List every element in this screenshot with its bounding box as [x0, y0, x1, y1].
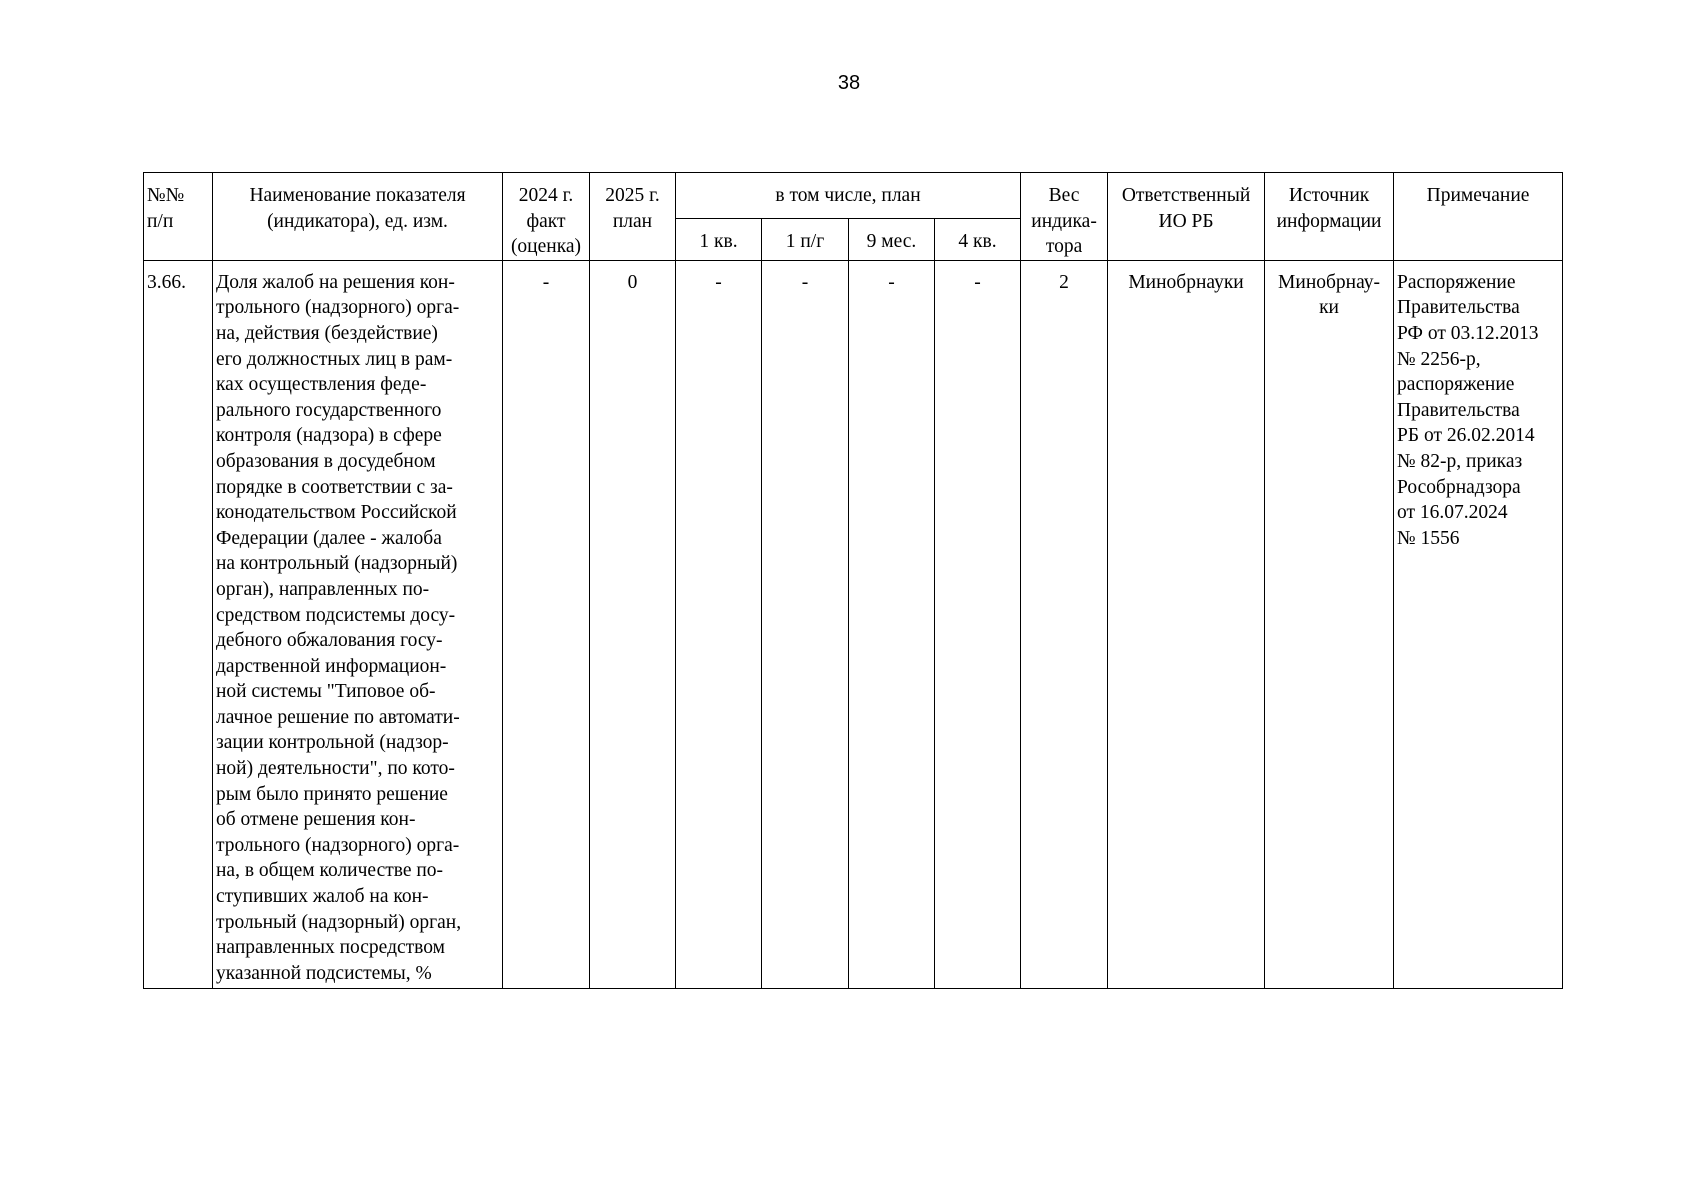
cell-2024: -: [503, 260, 590, 989]
cell-name: Доля жалоб на решения кон- трольного (надзорного) орга- на, действия (бездействие) его должностных лиц в рам- ках осуществления феде- рального государственного контроля (надзора) в сфере образования в досудебном порядке в соответствии с за- конодательством Российской Федерации (далее - жалоба на контрольный (надзорный) орган), направленных по- средством подсистемы досу- дебного обжалования госу- дарственной информацион- ной системы "Типовое об- лачное решение по автомати- зации контрольной (надзор- ной) деятельности", по кото- рым было принято решение об отмене решения кон- трольного (надзорного) орга- на, в общем количестве по- ступивших жалоб на кон- трольный (надзорный) орган, направленных посредством указанной подсистемы, %: [213, 260, 503, 989]
header-q1: 1 кв.: [676, 219, 762, 261]
cell-num: 3.66.: [144, 260, 213, 989]
table-row: [144, 260, 1563, 989]
cell-weight: 2: [1021, 260, 1108, 989]
header-q4: 4 кв.: [935, 219, 1021, 261]
header-source: Источник информации: [1265, 173, 1394, 261]
cell-q1: -: [676, 260, 762, 989]
cell-9m: -: [849, 260, 935, 989]
header-name: Наименование показателя (индикатора), ед. изм.: [213, 173, 503, 261]
header-weight: Вес индика- тора: [1021, 173, 1108, 261]
header-num: №№ п/п: [144, 173, 213, 261]
header-responsible: Ответственный ИО РБ: [1108, 173, 1265, 261]
page-number: 38: [837, 72, 861, 94]
cell-q4: -: [935, 260, 1021, 989]
header-h1: 1 п/г: [762, 219, 849, 261]
header-note: Примечание: [1394, 173, 1563, 261]
header-plan-group: в том числе, план: [676, 173, 1021, 219]
header-row: [144, 173, 1563, 219]
header-9m: 9 мес.: [849, 219, 935, 261]
indicators-table: [143, 172, 1563, 989]
header-2025: 2025 г. план: [590, 173, 676, 261]
cell-2025: 0: [590, 260, 676, 989]
header-2024: 2024 г. факт (оценка): [503, 173, 590, 261]
cell-h1: -: [762, 260, 849, 989]
cell-responsible: Минобрнауки: [1108, 260, 1265, 989]
cell-source: Минобрнау- ки: [1265, 260, 1394, 989]
cell-note: Распоряжение Правительства РФ от 03.12.2013 № 2256-р, распоряжение Правительства РБ от 26.02.2014 № 82-р, приказ Рособрнадзора от 16.07.2024 № 1556: [1394, 260, 1563, 989]
